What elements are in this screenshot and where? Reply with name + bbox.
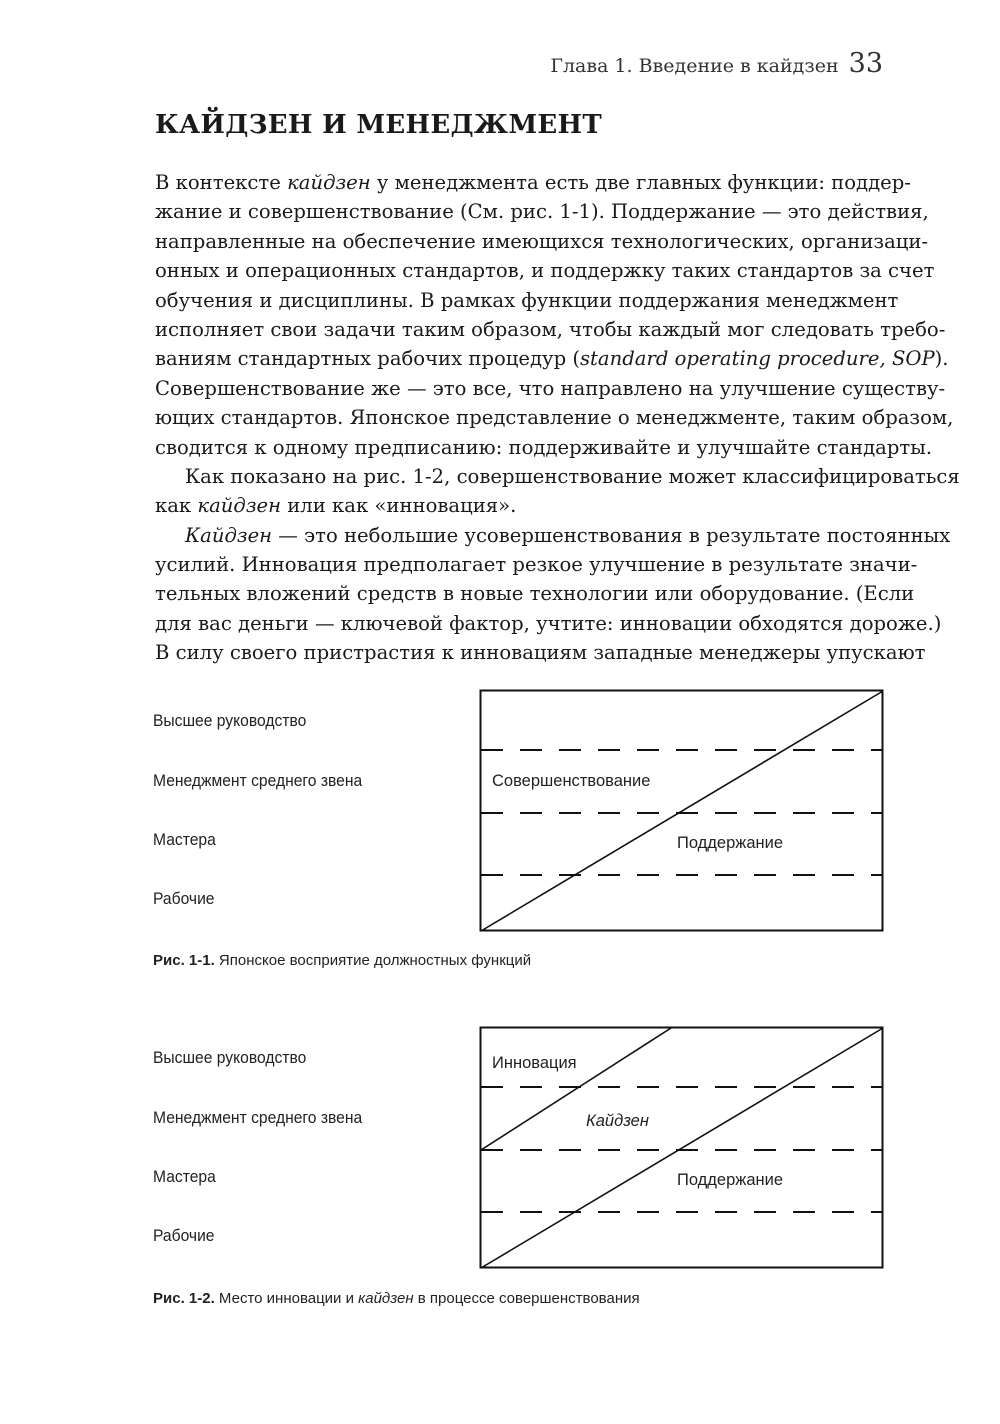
fig2-level-top-management: Высшее руководство	[153, 1048, 307, 1067]
text-line: сводится к одному предписанию: поддерживайте и улучшайте стандарты.	[155, 435, 933, 459]
text-line: ющих стандартов. Японское представление о менеджменте, таким образом,	[155, 406, 954, 430]
fig2-level-supervisors: Мастера	[153, 1167, 216, 1186]
body-text	[155, 168, 960, 668]
text-line: В контексте кайдзен у менеджмента есть две главных функции: поддер-	[155, 171, 911, 194]
text-line: Как показано на рис. 1-2, совершенствование может классифицироваться	[185, 464, 960, 488]
fig2-kaizen-label: Кайдзен	[586, 1112, 649, 1130]
fig2-maintenance-label: Поддержание	[677, 1171, 784, 1189]
fig1-diagonal	[481, 691, 883, 931]
fig1-level-top-management: Высшее руководство	[153, 711, 307, 730]
fig2-innovation-diagonal	[481, 1028, 671, 1150]
text-line: Кайдзен — это небольшие усовершенствования в результате постоянных	[185, 523, 951, 547]
section-title: КАЙДЗЕН И МЕНЕДЖМЕНТ	[155, 110, 603, 140]
fig1-level-workers: Рабочие	[153, 889, 215, 908]
text-line: В силу своего пристрастия к инновациям западные менеджеры упускают	[155, 641, 926, 665]
text-line: усилий. Инновация предполагает резкое улучшение в результате значи-	[155, 553, 918, 577]
text-line: обучения и дисциплины. В рамках функции поддержания менеджмент	[155, 288, 899, 312]
fig2-level-workers: Рабочие	[153, 1226, 215, 1245]
fig2-innovation-label: Инновация	[492, 1054, 577, 1072]
text-line: тельных вложений средств в новые технологии или оборудование. (Если	[155, 582, 915, 606]
figure1-diagram	[479, 689, 885, 933]
text-line: направленные на обеспечение имеющихся технологических, организаци-	[155, 229, 929, 253]
chapter-title: Глава 1. Введение в кайдзен	[550, 55, 839, 77]
fig1-level-supervisors: Мастера	[153, 830, 216, 849]
figure2-diagram	[479, 1026, 885, 1270]
fig1-improvement-label: Совершенствование	[492, 772, 651, 790]
fig1-level-middle-management: Менеджмент среднего звена	[153, 771, 363, 790]
page-number: 33	[848, 48, 883, 79]
text-line: онных и операционных стандартов, и поддержку таких стандартов за счет	[155, 259, 935, 283]
figure2-caption: Рис. 1-2. Место инновации и кайдзен в процессе совершенствования	[153, 1290, 640, 1307]
fig2-level-middle-management: Менеджмент среднего звена	[153, 1108, 363, 1127]
text-line: как кайдзен или как «инновация».	[155, 494, 517, 518]
text-line: для вас деньги — ключевой фактор, учтите: инновации обходятся дороже.)	[155, 611, 942, 635]
figure1-caption: Рис. 1-1. Японское восприятие должностных функций	[153, 952, 532, 969]
text-line: исполняет свои задачи таким образом, чтобы каждый мог следовать требо-	[155, 317, 946, 341]
text-line: ваниям стандартных рабочих процедур (standard operating procedure, SOP).	[155, 347, 949, 371]
fig1-maintenance-label: Поддержание	[677, 834, 784, 852]
running-header	[550, 48, 883, 79]
text-line: жание и совершенствование (См. рис. 1-1). Поддержание — это действия,	[155, 200, 929, 224]
text-line: Совершенствование же — это все, что направлено на улучшение существу-	[155, 376, 946, 400]
